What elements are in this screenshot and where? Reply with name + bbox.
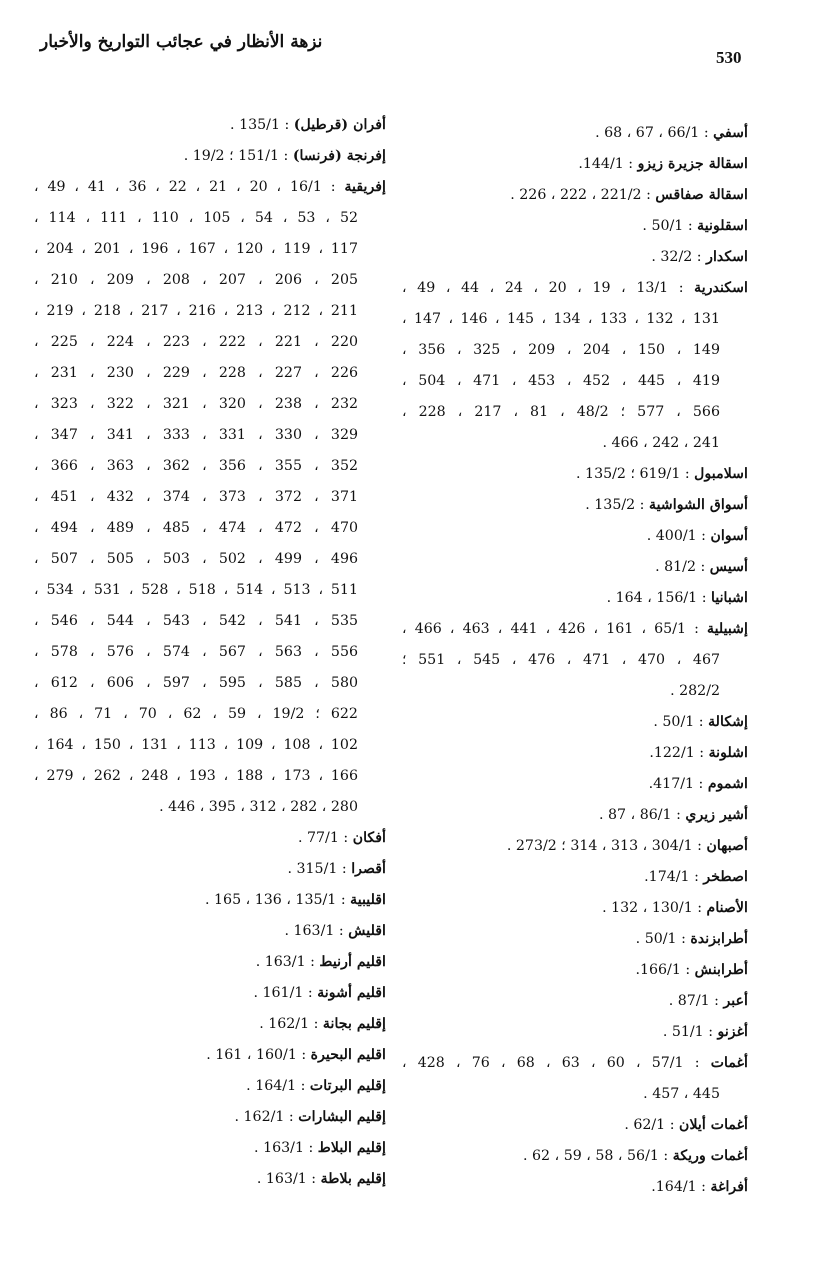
page-references: : 400/1 . — [646, 528, 711, 544]
place-name: أصبهان — [706, 838, 748, 854]
place-name: اسكدار — [706, 249, 748, 265]
index-entry — [34, 1164, 386, 1195]
page-references: 467 ، 470 ، 471 ، 476 ، 545 ، 551 ؛ — [402, 652, 721, 668]
index-entry — [402, 738, 748, 769]
page-references: : 163/1 . — [256, 1171, 321, 1187]
page-references: 352 ، 355 ، 356 ، 362 ، 363 ، 366 ، — [34, 458, 359, 474]
page-references: 566 ، 577 ؛ 48/2 ، 81 ، 217 ، 228 ، — [402, 404, 720, 420]
index-entry — [402, 521, 748, 552]
index-entry — [402, 180, 748, 211]
page-references: : 315/1 . — [287, 861, 352, 877]
page-references: : 130/1 ، 132 . — [602, 900, 707, 916]
page-references: : 162/1 . — [259, 1016, 323, 1032]
index-entry — [34, 854, 386, 885]
page-references: : 122/1. — [649, 745, 709, 761]
page-references: 211 ، 212 ، 213 ، 216 ، 217 ، 218 ، 219 ، — [34, 303, 358, 319]
place-name: إقليم البشارات — [298, 1109, 386, 1125]
index-entry-continuation — [34, 668, 386, 699]
place-name: إقليم البرتات — [309, 1078, 386, 1094]
place-name: أسيس — [709, 559, 748, 575]
place-name: اصطخر — [703, 869, 748, 885]
page-references: 102 ، 108 ، 109 ، 113 ، 131 ، 150 ، 164 ، — [34, 737, 358, 753]
place-name: أشير زيري — [685, 807, 748, 823]
place-name: إقليم البلاط — [317, 1140, 386, 1156]
index-entry-continuation — [34, 451, 386, 482]
place-name: اشلونة — [708, 745, 748, 761]
place-name: أغمات — [710, 1055, 748, 1071]
index-entry-continuation — [34, 327, 386, 358]
page-references: 282/2 . — [670, 683, 720, 699]
index-entry-continuation — [402, 676, 748, 707]
index-entry-continuation — [34, 637, 386, 668]
page-references: : 86/1 ، 87 . — [598, 807, 686, 823]
place-name: اسكندرية — [694, 280, 748, 296]
index-entry-continuation — [34, 296, 386, 327]
place-name: أسفي — [713, 125, 748, 141]
index-entry — [402, 893, 748, 924]
index-entry-continuation — [34, 358, 386, 389]
index-entry — [402, 583, 748, 614]
index-entry — [402, 118, 748, 149]
page-references: 329 ، 330 ، 331 ، 333 ، 341 ، 347 ، — [34, 427, 359, 443]
index-entry-continuation — [402, 366, 748, 397]
page-references: : 161/1 . — [253, 985, 318, 1001]
place-name: اسقلونية — [697, 218, 748, 234]
index-column-right — [402, 118, 748, 1203]
index-entry-continuation — [402, 397, 748, 428]
page-references: : 66/1 ، 67 ، 68 . — [595, 125, 714, 141]
page-references: 52 ، 53 ، 54 ، 105 ، 110 ، 111 ، 114 ، — [34, 210, 358, 226]
page-references: : 50/1 . — [653, 714, 709, 730]
place-name: اقليم البحيرة — [310, 1047, 386, 1063]
place-name: اسقالة جزيرة زيزو — [637, 156, 748, 172]
place-name: اشبانيا — [711, 590, 748, 606]
index-entry-continuation — [34, 606, 386, 637]
page-references: : 51/1 . — [662, 1024, 718, 1040]
page-references: : 160/1 ، 161 . — [206, 1047, 311, 1063]
index-entry — [34, 141, 386, 172]
page-references: 166 ، 173 ، 188 ، 193 ، 248 ، 262 ، 279 ، — [34, 768, 358, 784]
page-references: : 135/2 . — [585, 497, 649, 513]
place-name: أسوان — [710, 528, 748, 544]
index-entry — [402, 1172, 748, 1203]
page-references: 580 ، 585 ، 595 ، 597 ، 606 ، 612 ، — [34, 675, 359, 691]
index-entry — [34, 916, 386, 947]
page-references: 205 ، 206 ، 207 ، 208 ، 209 ، 210 ، — [34, 272, 359, 288]
place-name: اقليم أشونة — [317, 985, 386, 1001]
place-name: اسقالة صفاقس — [655, 187, 748, 203]
place-name: إقليم بلاطة — [320, 1171, 386, 1187]
page-references: 232 ، 238 ، 320 ، 321 ، 322 ، 323 ، — [34, 396, 359, 412]
index-entry-continuation — [402, 428, 748, 459]
index-entry — [34, 885, 386, 916]
index-entry — [34, 110, 386, 141]
index-entry — [34, 978, 386, 1009]
index-entry-continuation — [34, 792, 386, 823]
place-name: إفرنجة (فرنسا) — [292, 148, 386, 164]
page-references: : 164/1. — [651, 1179, 711, 1195]
place-name: اقليش — [348, 923, 386, 939]
page-references: 280 ، 282 ، 312 ، 395 ، 446 . — [159, 799, 358, 815]
index-entry — [34, 947, 386, 978]
index-entry — [402, 707, 748, 738]
index-entry — [34, 1009, 386, 1040]
place-name: أسواق الشواشية — [648, 497, 748, 513]
page-references: 149 ، 150 ، 204 ، 209 ، 325 ، 356 ، — [402, 342, 720, 358]
place-name: أعبر — [723, 993, 748, 1009]
page-references: : 163/1 . — [284, 923, 349, 939]
page-references: 445 ، 457 . — [643, 1086, 720, 1102]
index-entry — [34, 1071, 386, 1102]
index-entry — [402, 862, 748, 893]
index-entry — [402, 242, 748, 273]
page-header — [40, 30, 756, 80]
index-entry — [402, 1110, 748, 1141]
index-entry-continuation — [34, 203, 386, 234]
page-references: : 135/1 ، 136 ، 165 . — [204, 892, 351, 908]
index-entry-continuation — [402, 304, 748, 335]
page-references: 220 ، 221 ، 222 ، 223 ، 224 ، 225 ، — [34, 334, 359, 350]
place-name: اقليبية — [350, 892, 386, 908]
page-references: : 174/1. — [644, 869, 704, 885]
index-entry — [34, 1133, 386, 1164]
index-entry — [402, 273, 748, 304]
place-name: أفران (قرطيل) — [293, 117, 386, 133]
index-entry — [34, 823, 386, 854]
page-references: : 50/1 . — [642, 218, 698, 234]
page-references: 117 ، 119 ، 120 ، 167 ، 196 ، 201 ، 204 ، — [34, 241, 358, 257]
index-entry — [34, 1040, 386, 1071]
page-references: 622 ؛ 19/2 ، 59 ، 62 ، 70 ، 71 ، 86 ، — [34, 706, 358, 722]
index-entry-continuation — [402, 335, 748, 366]
page-references: 371 ، 372 ، 373 ، 374 ، 432 ، 451 ، — [34, 489, 359, 505]
place-name: أغمات أيلان — [679, 1117, 748, 1133]
page-references: : 162/1 . — [234, 1109, 299, 1125]
place-name: إشبيلية — [707, 621, 748, 637]
index-entry-continuation — [34, 761, 386, 792]
index-column-left — [34, 110, 386, 1195]
page-references: : 32/2 . — [651, 249, 707, 265]
place-name: أغزنو — [717, 1024, 748, 1040]
place-name: الأصنام — [706, 900, 748, 916]
page-references: : 57/1 ، 60 ، 63 ، 68 ، 76 ، 428 ، — [402, 1055, 711, 1071]
page-references: : 77/1 . — [297, 830, 353, 846]
place-name: اسلامبول — [694, 466, 748, 482]
place-name: أطرابنش — [694, 962, 748, 978]
index-entry-continuation — [34, 513, 386, 544]
index-entry — [402, 924, 748, 955]
place-name: إشكالة — [708, 714, 748, 730]
index-entry-continuation — [34, 544, 386, 575]
index-entry — [34, 172, 386, 203]
place-name: أطرابزندة — [690, 931, 748, 947]
page-references: : 65/1 ، 161 ، 426 ، 441 ، 463 ، 466 ، — [402, 621, 708, 637]
index-entry — [402, 459, 748, 490]
page-references: 511 ، 513 ، 514 ، 518 ، 528 ، 531 ، 534 ، — [34, 582, 358, 598]
page-references: : 144/1. — [578, 156, 638, 172]
page-references: : 163/1 . — [255, 954, 320, 970]
page-references: : 16/1 ، 20 ، 21 ، 22 ، 36 ، 41 ، 49 ، — [34, 179, 345, 195]
page-references: 226 ، 227 ، 228 ، 229 ، 230 ، 231 ، — [34, 365, 359, 381]
index-entry-continuation — [34, 234, 386, 265]
place-name: أقصرا — [351, 861, 386, 877]
index-entry — [402, 1048, 748, 1079]
place-name: أغمات وريكة — [672, 1148, 748, 1164]
index-entry-continuation — [402, 645, 748, 676]
index-entry-continuation — [34, 699, 386, 730]
index-entry — [402, 1141, 748, 1172]
place-name: إفريقية — [344, 179, 387, 195]
place-name: أفراغة — [710, 1179, 748, 1195]
page-references: : 164/1 . — [246, 1078, 310, 1094]
index-entry — [402, 831, 748, 862]
page-references: 419 ، 445 ، 452 ، 453 ، 471 ، 504 ، — [402, 373, 720, 389]
index-entry — [402, 955, 748, 986]
page-number: 530 — [716, 48, 742, 67]
page-references: : 135/1 . — [230, 117, 294, 133]
page-references: 131 ، 132 ، 133 ، 134 ، 145 ، 146 ، 147 ، — [402, 311, 720, 327]
page-references: : 50/1 . — [635, 931, 691, 947]
index-entry — [402, 490, 748, 521]
index-entry-continuation — [34, 730, 386, 761]
index-entry — [402, 552, 748, 583]
index-entry — [402, 614, 748, 645]
page-references: 535 ، 541 ، 542 ، 543 ، 544 ، 546 ، — [34, 613, 359, 629]
page-references: : 151/1 ؛ 19/2 . — [183, 148, 293, 164]
page-references: 496 ، 499 ، 502 ، 503 ، 505 ، 507 ، — [34, 551, 359, 567]
index-entry — [402, 149, 748, 180]
page-references: 470 ، 472 ، 474 ، 485 ، 489 ، 494 ، — [34, 520, 359, 536]
page-references: : 87/1 . — [668, 993, 724, 1009]
place-name: أفكان — [352, 830, 386, 846]
index-entry — [402, 800, 748, 831]
index-entry-continuation — [402, 1079, 748, 1110]
index-entry — [402, 986, 748, 1017]
index-entry-continuation — [34, 389, 386, 420]
place-name: إقليم بجانة — [322, 1016, 386, 1032]
page-references: : 13/1 ، 19 ، 20 ، 24 ، 44 ، 49 ، — [402, 280, 695, 296]
index-entry-continuation — [34, 420, 386, 451]
page-references: : 619/1 ؛ 135/2 . — [576, 466, 695, 482]
page-references: 556 ، 563 ، 567 ، 574 ، 576 ، 578 ، — [34, 644, 359, 660]
page-references: : 81/2 . — [655, 559, 710, 575]
index-entry — [34, 1102, 386, 1133]
place-name: اقليم أرنيط — [319, 954, 386, 970]
index-entry-continuation — [34, 265, 386, 296]
page-references: : 56/1 ، 58 ، 59 ، 62 . — [522, 1148, 673, 1164]
page-references: : 156/1 ، 164 . — [606, 590, 711, 606]
index-entry-continuation — [34, 482, 386, 513]
index-entry — [402, 1017, 748, 1048]
page-references: : 417/1. — [648, 776, 708, 792]
page-references: : 166/1. — [635, 962, 695, 978]
page-references: : 163/1 . — [254, 1140, 318, 1156]
page-references: 241 ، 242 ، 466 . — [602, 435, 720, 451]
index-entry — [402, 769, 748, 800]
page-references: : 62/1 . — [624, 1117, 680, 1133]
page-references: : 221/2 ، 222 ، 226 . — [510, 187, 656, 203]
page-references: : 304/1 ، 313 ، 314 ؛ 273/2 . — [506, 838, 707, 854]
index-entry-continuation — [34, 575, 386, 606]
place-name: اشموم — [707, 776, 748, 792]
index-entry — [402, 211, 748, 242]
running-title: نزهة الأنظار في عجائب التواريخ والأخبار — [40, 32, 323, 52]
